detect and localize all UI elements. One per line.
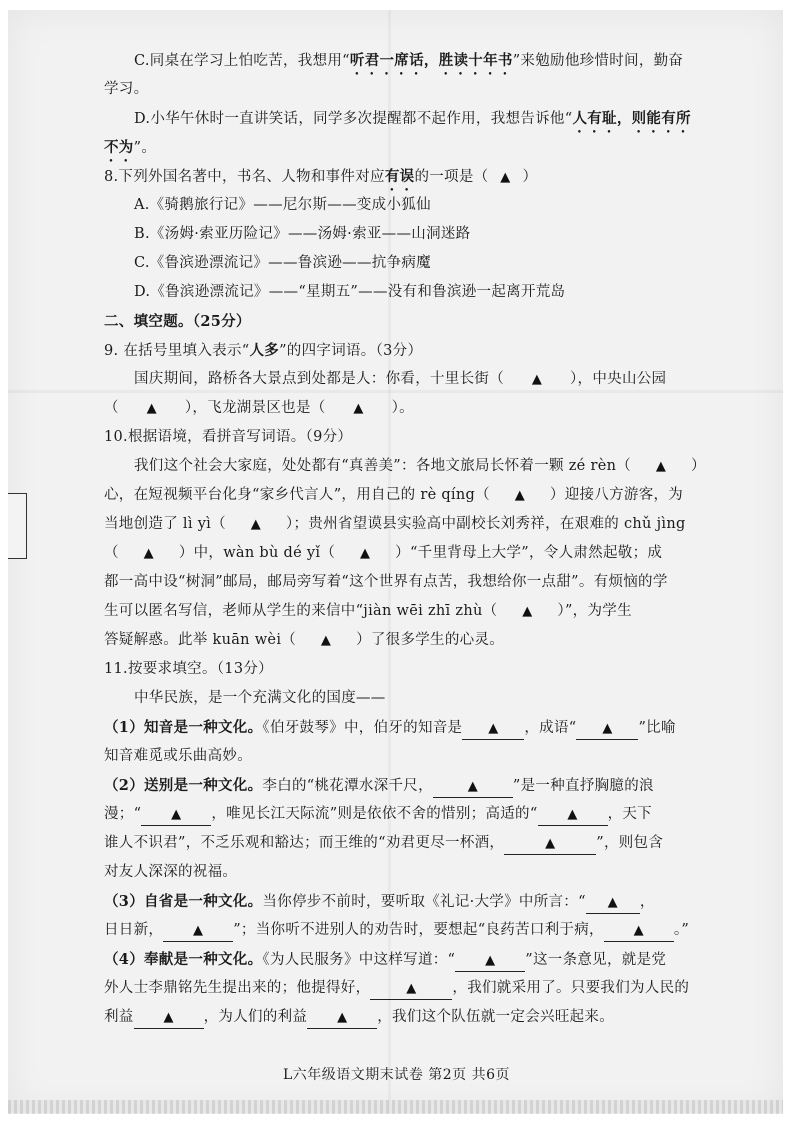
q10-stem: 10.根据语境，看拼音写词语。（9分） xyxy=(104,429,353,445)
page-footer: L六年级语文期末试卷 第2页 共6页 xyxy=(282,1067,510,1083)
q11-part4: （4）奉献是一种文化。《为人民服务》中这样写道：“ ▲ ”这一条意见，就是党 xyxy=(104,945,750,974)
answer-blank: ▲ xyxy=(604,921,674,942)
q9-stem: 9. 在括号里填入表示“人多”的四字词语。（3分） xyxy=(104,342,423,359)
answer-blank: ▲ xyxy=(576,719,638,740)
q10-line4: （ ▲ ）中，wàn bù dé yǐ（ ▲ ）“千里背母上大学”，令人肃然起敬；成 xyxy=(104,539,750,568)
q11-stem: 11.按要求填空。（13分） xyxy=(104,661,273,677)
binding-margin-box xyxy=(8,493,27,559)
q10-line1: 我们这个社会大家庭，处处都有“真善美”：各地文旅局长怀着一颗 zé rèn（ ▲ ） xyxy=(104,452,750,481)
answer-triangle-icon: ▲ xyxy=(320,633,332,648)
q10-line5: 都一高中设“树洞”邮局，邮局旁写着“这个世界有点苦，我想给你一点甜”。有烦恼的学 xyxy=(104,574,668,590)
answer-triangle-icon: ▲ xyxy=(353,401,364,416)
answer-blank: ▲ xyxy=(134,1008,204,1029)
quote-emphasis: 人有耻，则能有所 xyxy=(572,110,691,127)
answer-triangle-icon: ▲ xyxy=(360,546,371,561)
q11-part2-cont1: 漫；“ ▲ ，唯见长江天际流”则是依依不舍的惜别；高适的“ ▲ ，天下 xyxy=(104,800,750,829)
answer-blank: ▲ xyxy=(141,805,211,826)
q11-part2: （2）送别是一种文化。李白的“桃花潭水深千尺， ▲ ”是一种直抒胸臆的浪 xyxy=(104,771,750,800)
answer-blank: ▲ xyxy=(433,777,513,798)
emphasis-mark: 有误 xyxy=(384,168,415,185)
answer-blank: ▲ xyxy=(370,979,452,1000)
q11-part3: （3）自省是一种文化。当你停步不前时，要听取《礼记·大学》中所言：“ ▲ ， xyxy=(104,887,750,916)
answer-blank: ▲ xyxy=(462,719,524,740)
q10-line2: 心，在短视频平台化身“家乡代言人”，用自己的 rè qíng（ ▲ ）迎接八方游客，为 xyxy=(104,481,750,510)
q11-part3-cont: 日日新， ▲ ”；当你听不进别人的劝告时，要想起“良药苦口利于病， ▲ 。” xyxy=(104,916,750,945)
q7-option-d: D.小华午休时一直讲笑话，同学多次提醒都不起作用，我想告诉他“人有耻，则能有所 xyxy=(134,110,691,127)
q7-option-c: C.同桌在学习上怕吃苦，我想用“听君一席话，胜读十年书”来勉励他珍惜时间，勤奋 xyxy=(134,52,684,69)
answer-triangle-icon: ▲ xyxy=(531,372,543,387)
answer-blank: ▲ xyxy=(504,834,596,855)
answer-triangle-icon: ▲ xyxy=(522,604,533,619)
q10-line7: 答疑解惑。此举 kuān wèi（ ▲ ）了很多学生的心灵。 xyxy=(104,626,750,655)
answer-blank: ▲ xyxy=(307,1008,377,1029)
answer-triangle-icon: ▲ xyxy=(500,170,511,185)
q11-part1-cont: 知音难觅或乐曲高妙。 xyxy=(104,748,252,764)
answer-triangle-icon: ▲ xyxy=(250,517,262,532)
answer-blank: ▲ xyxy=(455,951,525,972)
q7-option-d-cont: 不为”。 xyxy=(104,139,157,156)
q11-part4-cont2: 利益 ▲ ，为人们的利益 ▲ ，我们这个队伍就一定会兴旺起来。 xyxy=(104,1003,750,1032)
section-title: 二、填空题。（25分） xyxy=(104,313,251,330)
q8-option-c: C.《鲁滨逊漂流记》——鲁滨逊——抗争病魔 xyxy=(134,255,431,271)
answer-blank: ▲ xyxy=(163,921,233,942)
q11-part1: （1）知音是一种文化。《伯牙鼓琴》中，伯牙的知音是 ▲ ，成语“ ▲ ”比喻 xyxy=(104,713,750,742)
answer-triangle-icon: ▲ xyxy=(146,401,157,416)
q8-stem: 8.下列外国名著中，书名、人物和事件对应有误的一项是（ ▲ ） xyxy=(104,162,750,191)
quote-emphasis: 听君一席话，胜读十年书 xyxy=(349,52,513,69)
q11-intro: 中华民族，是一个充满文化的国度—— xyxy=(134,690,386,706)
q8-option-d: D.《鲁滨逊漂流记》——“星期五”——没有和鲁滨逊一起离开荒岛 xyxy=(134,284,566,300)
q9-line1: 国庆期间，路桥各大景点到处都是人：你看，十里长街（ ▲ ），中央山公园 xyxy=(104,365,750,394)
q9-line2: （ ▲ ），飞龙湖景区也是（ ▲ ）。 xyxy=(104,394,750,423)
q8-option-a: A.《骑鹅旅行记》——尼尔斯——变成小狐仙 xyxy=(134,197,431,213)
q11-part4-cont1: 外人士李鼎铭先生提出来的；他提得好， ▲ ，我们就采用了。只要我们为人民的 xyxy=(104,974,750,1003)
q10-line3: 当地创造了 lì yì（ ▲ ）；贵州省望谟县实验高中副校长刘秀祥，在艰难的 chǔ jìng xyxy=(104,510,750,539)
answer-triangle-icon: ▲ xyxy=(655,459,667,474)
q11-part2-cont2: 谁人不识君”，不乏乐观和豁达；而王维的“劝君更尽一杯酒， ▲ ”，则包含 xyxy=(104,829,750,858)
exam-content xyxy=(104,46,750,1032)
q7-option-c-cont: 学习。 xyxy=(104,81,149,97)
q8-option-b: B.《汤姆·索亚历险记》——汤姆·索亚——山洞迷路 xyxy=(134,226,471,242)
answer-triangle-icon: ▲ xyxy=(143,546,154,561)
answer-triangle-icon: ▲ xyxy=(514,488,526,503)
answer-blank: ▲ xyxy=(538,805,608,826)
q10-line6: 生可以匿名写信，老师从学生的来信中“jiàn wēi zhī zhù（ ▲ ）”，为学生 xyxy=(104,597,750,626)
scan-edge xyxy=(8,1100,783,1114)
answer-blank: ▲ xyxy=(586,893,640,914)
q11-part2-cont3: 对友人深深的祝福。 xyxy=(104,864,238,880)
